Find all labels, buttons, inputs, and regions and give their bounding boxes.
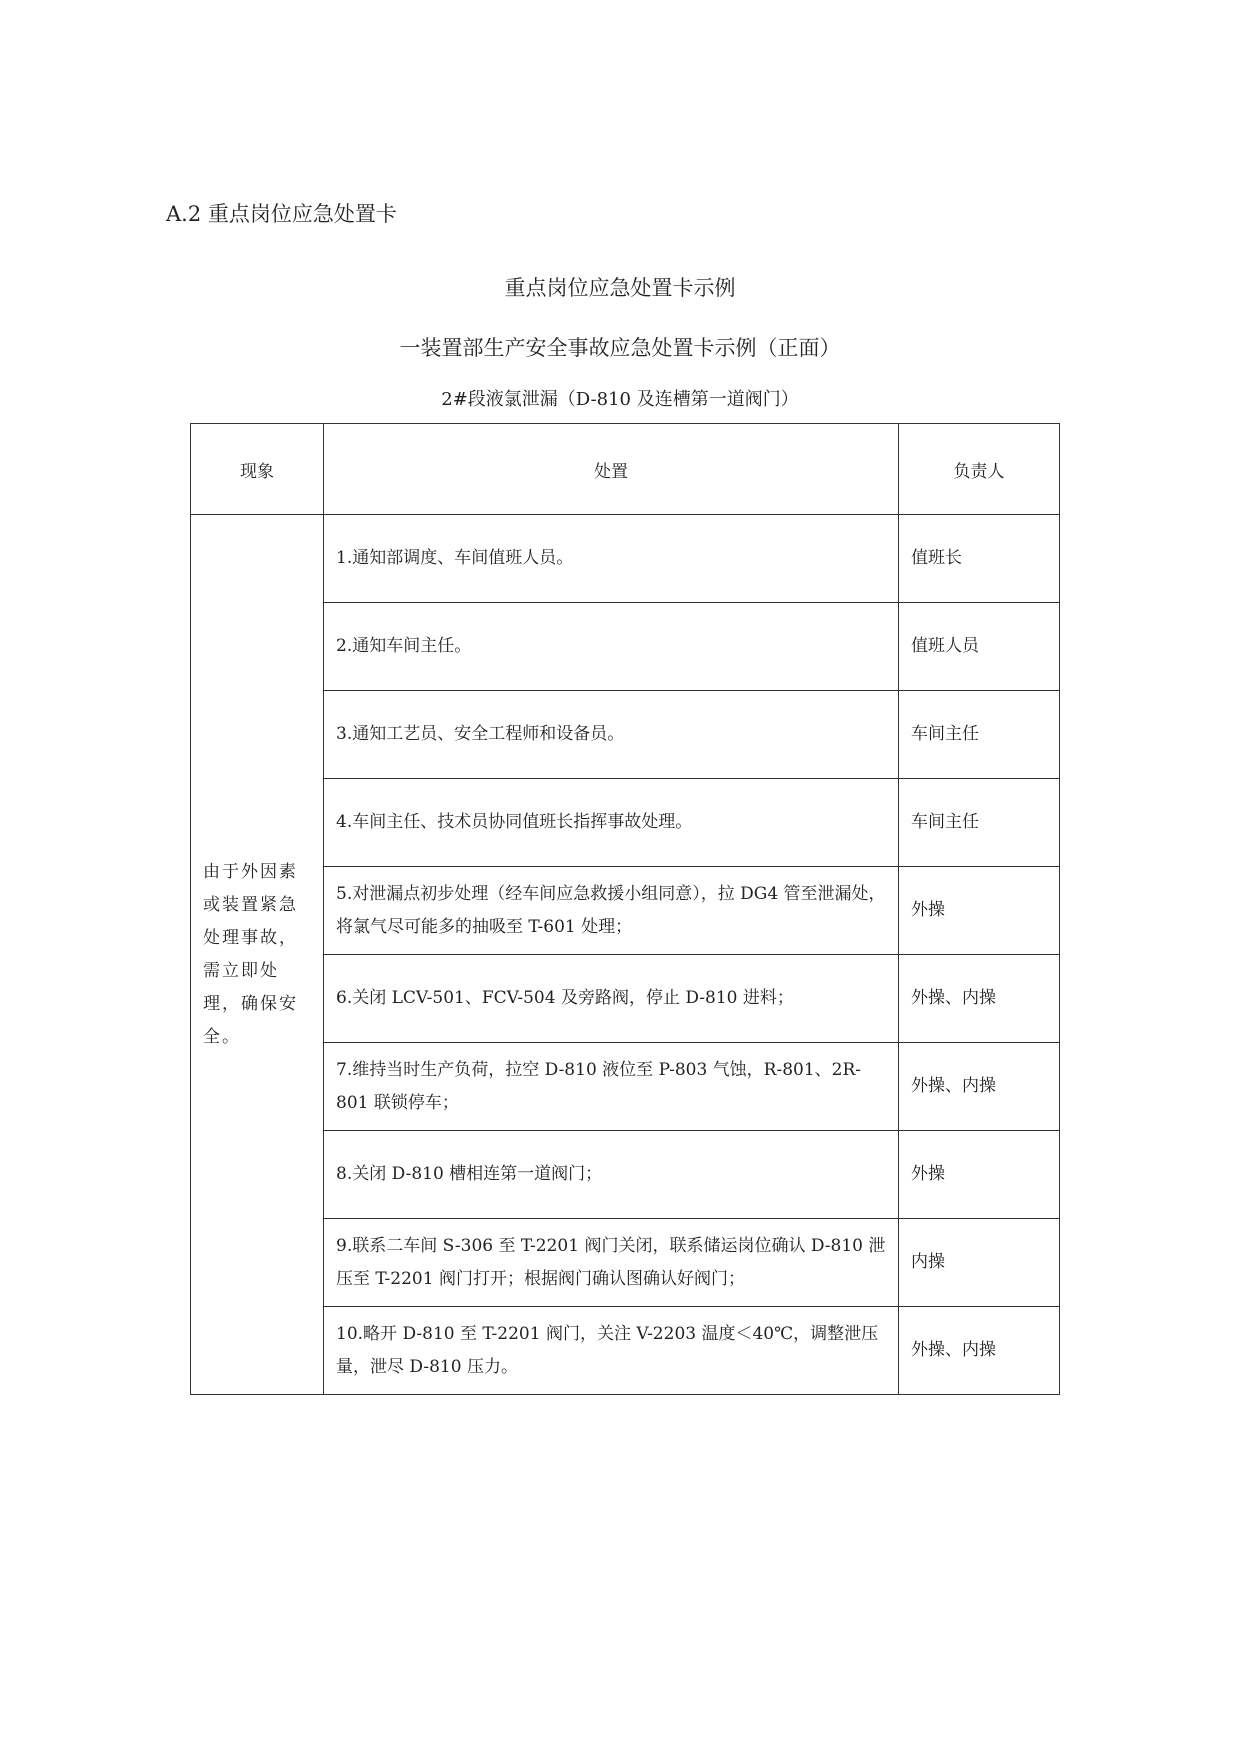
owner-cell: 车间主任 bbox=[899, 779, 1060, 867]
emergency-card-table bbox=[190, 423, 1060, 1395]
action-cell: 9.联系二车间 S-306 至 T-2201 阀门关闭，联系储运岗位确认 D-810 泄压至 T-2201 阀门打开；根据阀门确认图确认好阀门； bbox=[324, 1219, 899, 1307]
owner-cell: 外操、内操 bbox=[899, 1043, 1060, 1131]
action-cell: 7.维持当时生产负荷，拉空 D-810 液位至 P-803 气蚀，R-801、2R-801 联锁停车； bbox=[324, 1043, 899, 1131]
document-subtitle: 一装置部生产安全事故应急处置卡示例（正面） bbox=[399, 336, 841, 360]
action-cell: 8.关闭 D-810 槽相连第一道阀门； bbox=[324, 1131, 899, 1219]
section-heading: A.2 重点岗位应急处置卡 bbox=[166, 202, 397, 226]
header-phenomenon: 现象 bbox=[191, 424, 324, 515]
table-row bbox=[191, 515, 1060, 603]
owner-cell: 外操、内操 bbox=[899, 955, 1060, 1043]
action-cell: 1.通知部调度、车间值班人员。 bbox=[324, 515, 899, 603]
owner-cell: 内操 bbox=[899, 1219, 1060, 1307]
action-cell: 4.车间主任、技术员协同值班长指挥事故处理。 bbox=[324, 779, 899, 867]
owner-cell: 值班长 bbox=[899, 515, 1060, 603]
document-title: 重点岗位应急处置卡示例 bbox=[504, 276, 736, 300]
action-cell: 6.关闭 LCV-501、FCV-504 及旁路阀，停止 D-810 进料； bbox=[324, 955, 899, 1043]
table-header-row bbox=[191, 424, 1060, 515]
action-cell: 10.略开 D-810 至 T-2201 阀门，关注 V-2203 温度＜40℃，调整泄压量，泄尽 D-810 压力。 bbox=[324, 1307, 899, 1395]
owner-cell: 外操、内操 bbox=[899, 1307, 1060, 1395]
scenario-title: 2#段液氯泄漏（D-810 及连槽第一道阀门） bbox=[441, 389, 799, 410]
owner-cell: 值班人员 bbox=[899, 603, 1060, 691]
action-cell: 5.对泄漏点初步处理（经车间应急救援小组同意），拉 DG4 管至泄漏处，将氯气尽可能多的抽吸至 T-601 处理； bbox=[324, 867, 899, 955]
owner-cell: 外操 bbox=[899, 1131, 1060, 1219]
header-owner: 负责人 bbox=[899, 424, 1060, 515]
phenomenon-cell: 由于外因素或装置紧急处理事故，需立即处理，确保安全。 bbox=[191, 515, 324, 1395]
header-action: 处置 bbox=[324, 424, 899, 515]
action-cell: 3.通知工艺员、安全工程师和设备员。 bbox=[324, 691, 899, 779]
owner-cell: 车间主任 bbox=[899, 691, 1060, 779]
owner-cell: 外操 bbox=[899, 867, 1060, 955]
action-cell: 2.通知车间主任。 bbox=[324, 603, 899, 691]
